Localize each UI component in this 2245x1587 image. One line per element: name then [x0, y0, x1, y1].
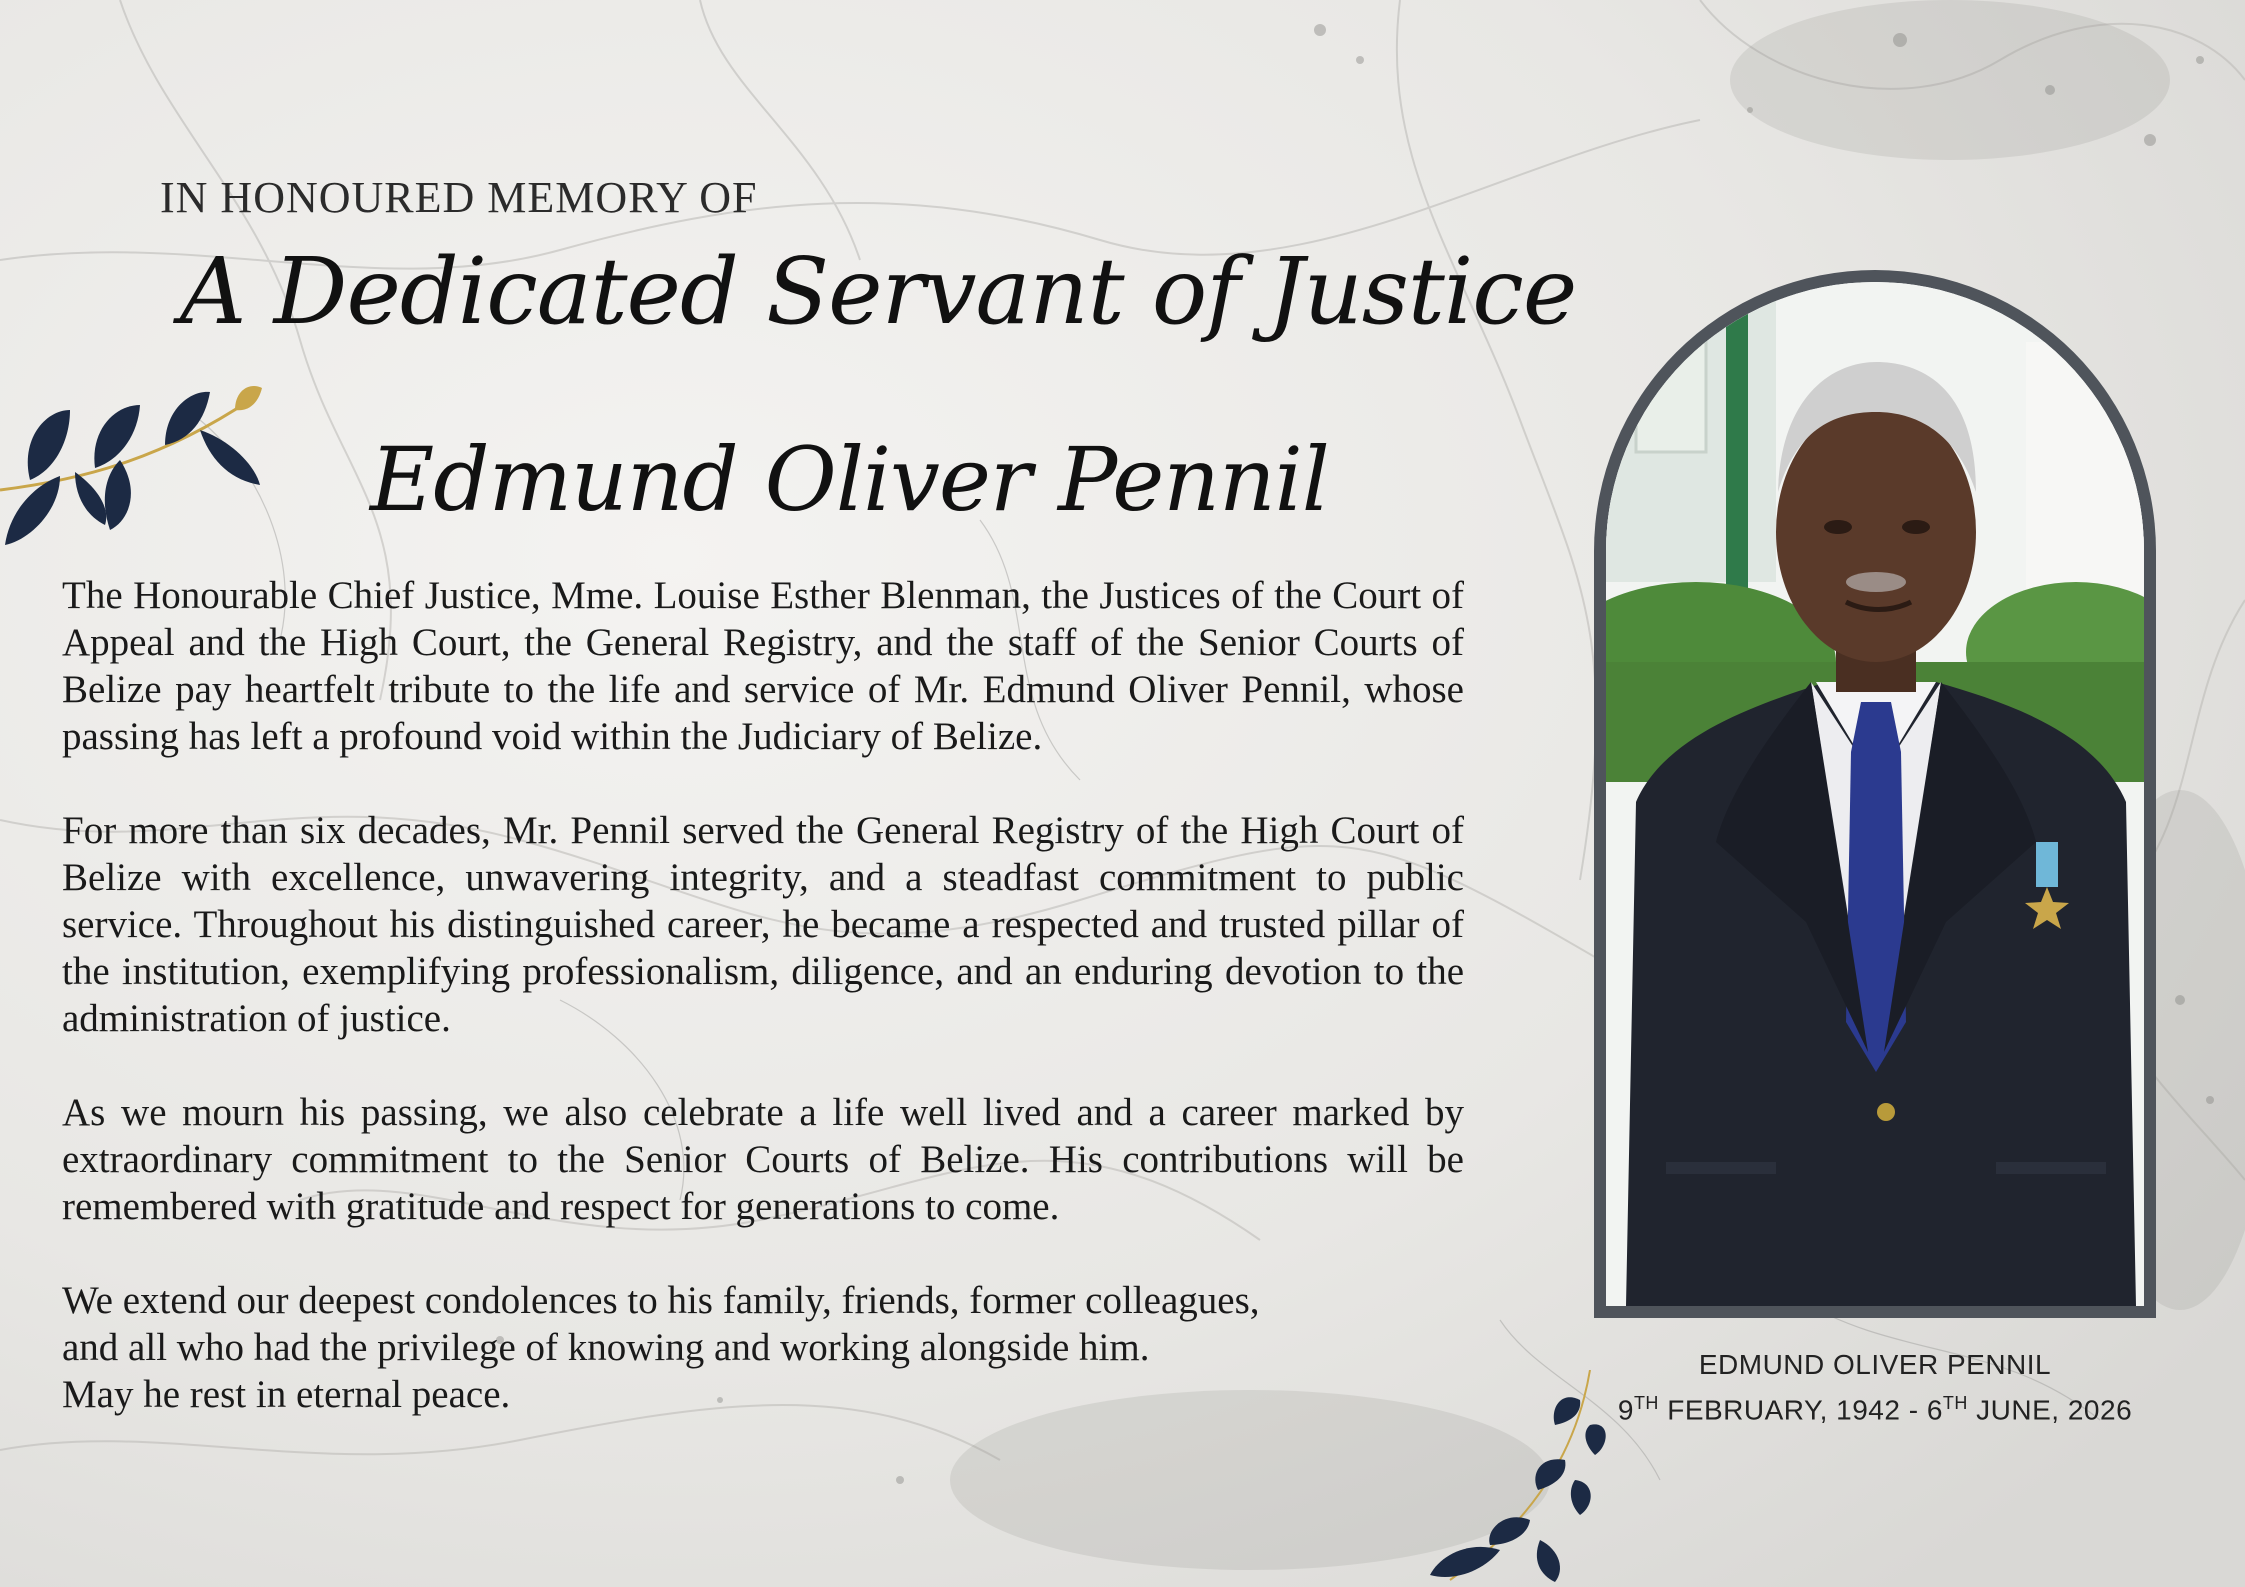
- tribute-text: [62, 572, 1464, 1418]
- closing-line: We extend our deepest condolences to his family, friends, former colleagues,: [62, 1279, 1260, 1322]
- memorial-name: Edmund Oliver Pennil: [370, 428, 1329, 531]
- birth-rest: FEBRUARY, 1942 -: [1658, 1394, 1927, 1426]
- memorial-kicker: IN HONOURED MEMORY OF: [160, 173, 758, 222]
- tribute-paragraph: For more than six decades, Mr. Pennil served the General Registry of the High Court of Belize with excellence, unwavering integrity, and a steadfast commitment to public service. Throughout his distinguished career, he became a respected and trusted pillar of the institution, exemplifying professionalism, diligence, and an enduring devotion to the administration of justice.: [62, 809, 1464, 1040]
- birth-day: 9: [1617, 1394, 1634, 1426]
- caption-dates: [1594, 1384, 2156, 1429]
- tribute-paragraph: The Honourable Chief Justice, Mme. Louise Esther Blenman, the Justices of the Court of Appeal and the High Court, the General Registry, and the staff of the Senior Courts of Belize pay heartfelt tribute to the life and service of Mr. Edmund Oliver Pennil, whose passing has left a profound void within the Judiciary of Belize.: [62, 574, 1464, 758]
- death-suffix: TH: [1942, 1393, 1968, 1413]
- death-day: 6: [1926, 1394, 1943, 1426]
- portrait-caption: [1594, 1346, 2156, 1429]
- portrait-frame: [1594, 270, 2156, 1318]
- closing-line: May he rest in eternal peace.: [62, 1373, 511, 1416]
- memorial-title: A Dedicated Servant of Justice: [180, 238, 1577, 345]
- closing-paragraph: [62, 1277, 1464, 1418]
- death-rest: JUNE, 2026: [1967, 1394, 2133, 1426]
- birth-suffix: TH: [1633, 1393, 1659, 1413]
- closing-line: and all who had the privilege of knowing and working alongside him.: [62, 1326, 1150, 1369]
- caption-name: EDMUND OLIVER PENNIL: [1698, 1349, 2052, 1380]
- tribute-paragraph: As we mourn his passing, we also celebrate a life well lived and a career marked by extraordinary commitment to the Senior Courts of Belize. His contributions will be remembered with gratitude and respect for generations to come.: [62, 1091, 1464, 1228]
- portrait-photo: [1606, 282, 2144, 1306]
- leaf-branch-icon: [0, 380, 320, 580]
